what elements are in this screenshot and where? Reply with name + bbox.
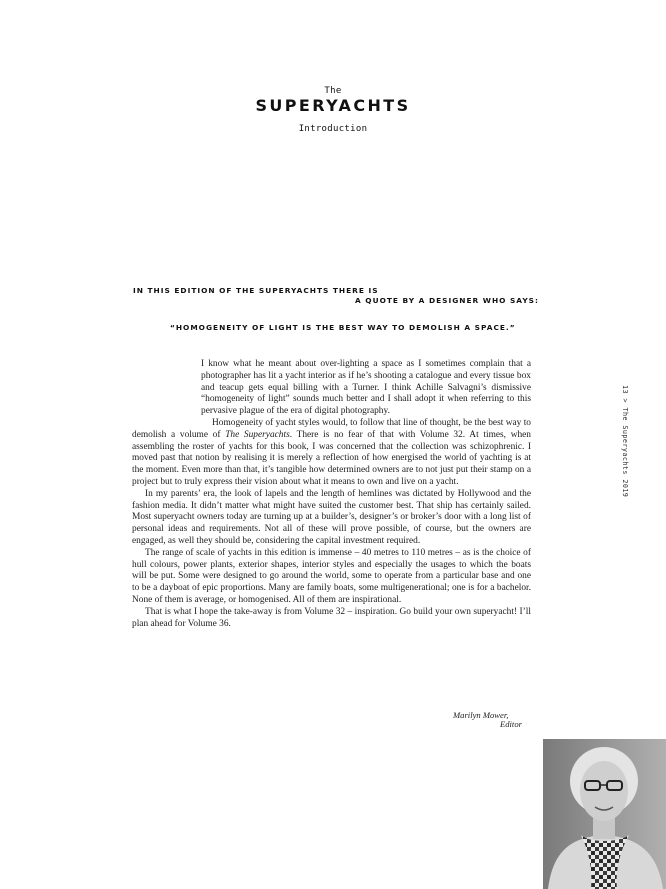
body-paragraph-4: The range of scale of yachts in this edition is immense – 40 metres to 110 metres – as is the choice of hull colours, power plants, exterior shapes, interior styles and especially the usages to which the boats will be put. Some were designed to go around the world, some to operate from a particular base and one to be a dayboat of epic proportions. Many are family boats, some multigenerational; one is for a bachelor. None of them is average, or homogenised. All of them are inspirational. bbox=[132, 547, 531, 605]
side-page-label: 13 > The Superyachts 2019 bbox=[621, 385, 629, 498]
lead-line-1: IN THIS EDITION OF THE SUPERYACHTS THERE IS bbox=[133, 286, 379, 295]
lead-line-2: A QUOTE BY A DESIGNER WHO SAYS: bbox=[355, 296, 539, 305]
body-paragraph-5: That is what I hope the take-away is from Volume 32 – inspiration. Go build your own superyacht! I’ll plan ahead for Volume 36. bbox=[132, 606, 531, 629]
body-paragraph-2-start: Homogeneity of yacht styles would, to follow that line of thought, be the best way to demolish a volume of bbox=[132, 418, 531, 440]
book-title-italic: The Superyachts bbox=[225, 429, 290, 440]
header-the: The bbox=[324, 86, 342, 96]
editor-portrait-photo bbox=[543, 739, 666, 889]
page-title: SUPERYACHTS bbox=[255, 96, 411, 115]
signature-role: Editor bbox=[500, 719, 522, 729]
body-paragraph-2 bbox=[132, 418, 531, 489]
body-paragraph-2-end: . There is no fear of that with Volume 32. At times, when assembling the roster of yachts for this book, I was concerned that the collection was schizophrenic. I moved past that notion by realising it is merely a reflection of how energised the world of yachting is at the moment. Even more than that, it’s tangible how determined owners are to not just put their stamp on a project but to truly express their vision about what it means to own and live on a yacht. bbox=[132, 429, 531, 487]
signature-name: Marilyn Mower, bbox=[453, 710, 509, 720]
portrait-illustration bbox=[543, 739, 666, 889]
body-block-1 bbox=[201, 359, 531, 418]
body-paragraph-3: In my parents’ era, the look of lapels and the length of hemlines was dictated by Hollywood and the fashion media. It didn’t matter what might have suited the customer best. That ship has certainly sailed. Most superyacht owners today are turning up at a builder’s, designer’s or broker’s door with a long list of personal ideas and requirements. Not all of these will prove possible, of course, but the owners are engaged, as well they should be, considering the capital investment required. bbox=[132, 488, 531, 546]
lead-quote: “HOMOGENEITY OF LIGHT IS THE BEST WAY TO DEMOLISH A SPACE.” bbox=[170, 323, 516, 332]
body-block-2 bbox=[132, 418, 531, 630]
page-subtitle: Introduction bbox=[298, 124, 368, 134]
body-paragraph-1: I know what he meant about over-lighting a space as I sometimes complain that a photographer has lit a yacht interior as if he’s shooting a catalogue and every tissue box and teacup gets equal billing with a Turner. I think Achille Salvagni’s dismissive “homogeneity of light” sounds much better and I shall adopt it when referring to this pervasive plague of the era of digital photography. bbox=[201, 359, 531, 417]
